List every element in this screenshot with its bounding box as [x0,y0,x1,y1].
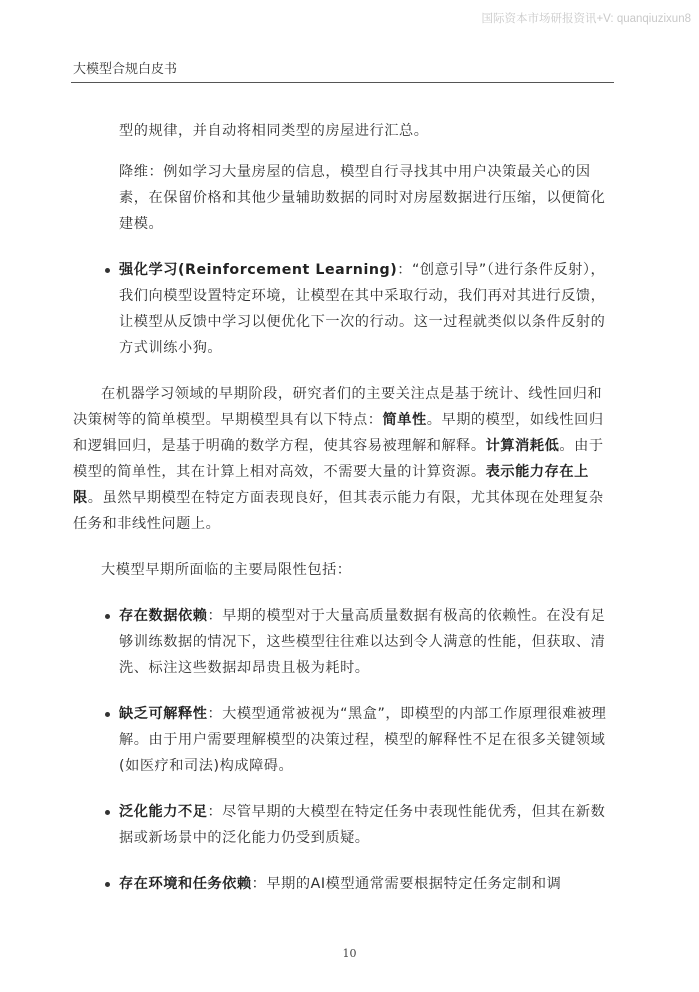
early-models-bold-low-cost: 计算消耗低 [485,438,560,454]
page-body [73,118,614,897]
bullet-dot-icon [105,882,110,887]
list-item-task-dependency [73,871,614,897]
list-item-interpretability [73,701,614,779]
limitation-text [119,603,614,681]
document-header-title: 大模型合规白皮书 [73,62,178,77]
list-item-data-dependency [73,603,614,681]
limitation-body: ：早期的AI模型通常需要根据特定任务定制和调 [251,876,562,892]
early-models-text-2: 。早期的模型，如线性回归和逻辑回归，是基于明确的数学方程，使其容易被理解和解释。 [73,412,604,454]
early-models-bold-simplicity: 简单性 [382,412,427,428]
limitations-intro: 大模型早期所面临的主要局限性包括： [101,562,352,578]
bullet-dot-icon [105,614,110,619]
intro-tail-text: 型的规律，并自动将相同类型的房屋进行汇总。 [119,123,429,139]
limitation-text [119,871,614,897]
limitation-term: 泛化能力不足 [119,804,208,820]
reinforcement-body: ：“创意引导”（进行条件反射），我们向模型设置特定环境，让模型在其中采取行动，我们再对其进行反馈，让模型从反馈中学习以便优化下一次的行动。这一过程就类似以条件反射的方式训练小狗。 [119,262,606,356]
limitation-body: ：早期的模型对于大量高质量数据有极高的依赖性。在没有足够训练数据的情况下，这些模型往往难以达到令人满意的性能，但获取、清洗、标注这些数据却昂贵且极为耗时。 [119,608,606,676]
reinforcement-term: 强化学习(Reinforcement Learning) [119,262,398,278]
bullet-dot-icon [105,712,110,717]
bullet-dot-icon [105,268,110,273]
dimension-reduction-paragraph [119,159,614,237]
early-models-text-3: 。由于模型的简单性，其在计算上相对高效，不需要大量的计算资源。 [73,438,604,480]
page-number: 10 [342,947,357,960]
early-models-text-4: 。虽然早期模型在特定方面表现良好，但其表示能力有限，尤其体现在处理复杂任务和非线性问题上。 [73,490,604,532]
list-item-reinforcement-learning [73,257,614,361]
watermark-text: 国际资本市场研报资讯+V: quanqiuzixun8 [481,13,691,25]
list-item-generalization [73,799,614,851]
reinforcement-text [119,257,614,361]
dimension-reduction-text: 降维：例如学习大量房屋的信息，模型自行寻找其中用户决策最关心的因素，在保留价格和其他少量辅助数据的同时对房屋数据进行压缩，以便简化建模。 [119,164,606,232]
header-divider [71,82,614,83]
early-models-text-1: 在机器学习领域的早期阶段，研究者们的主要关注点是基于统计、线性回归和决策树等的简单模型。早期模型具有以下特点： [73,386,603,428]
early-models-bold-limited-capacity: 表示能力存在上限 [73,464,589,506]
limitation-text [119,701,614,779]
limitation-body: ：大模型通常被视为“黑盒”，即模型的内部工作原理很难被理解。由于用户需要理解模型的决策过程，模型的解释性不足在很多关键领域(如医疗和司法)构成障碍。 [119,706,607,774]
limitation-body: ：尽管早期的大模型在特定任务中表现性能优秀，但其在新数据或新场景中的泛化能力仍受到质疑。 [119,804,606,846]
continued-paragraph [119,118,614,144]
bullet-dot-icon [105,810,110,815]
limitation-term: 存在环境和任务依赖 [119,876,252,892]
limitation-text [119,799,614,851]
early-models-paragraph [73,381,614,537]
limitation-term: 缺乏可解释性 [119,706,208,722]
limitation-term: 存在数据依赖 [119,608,208,624]
